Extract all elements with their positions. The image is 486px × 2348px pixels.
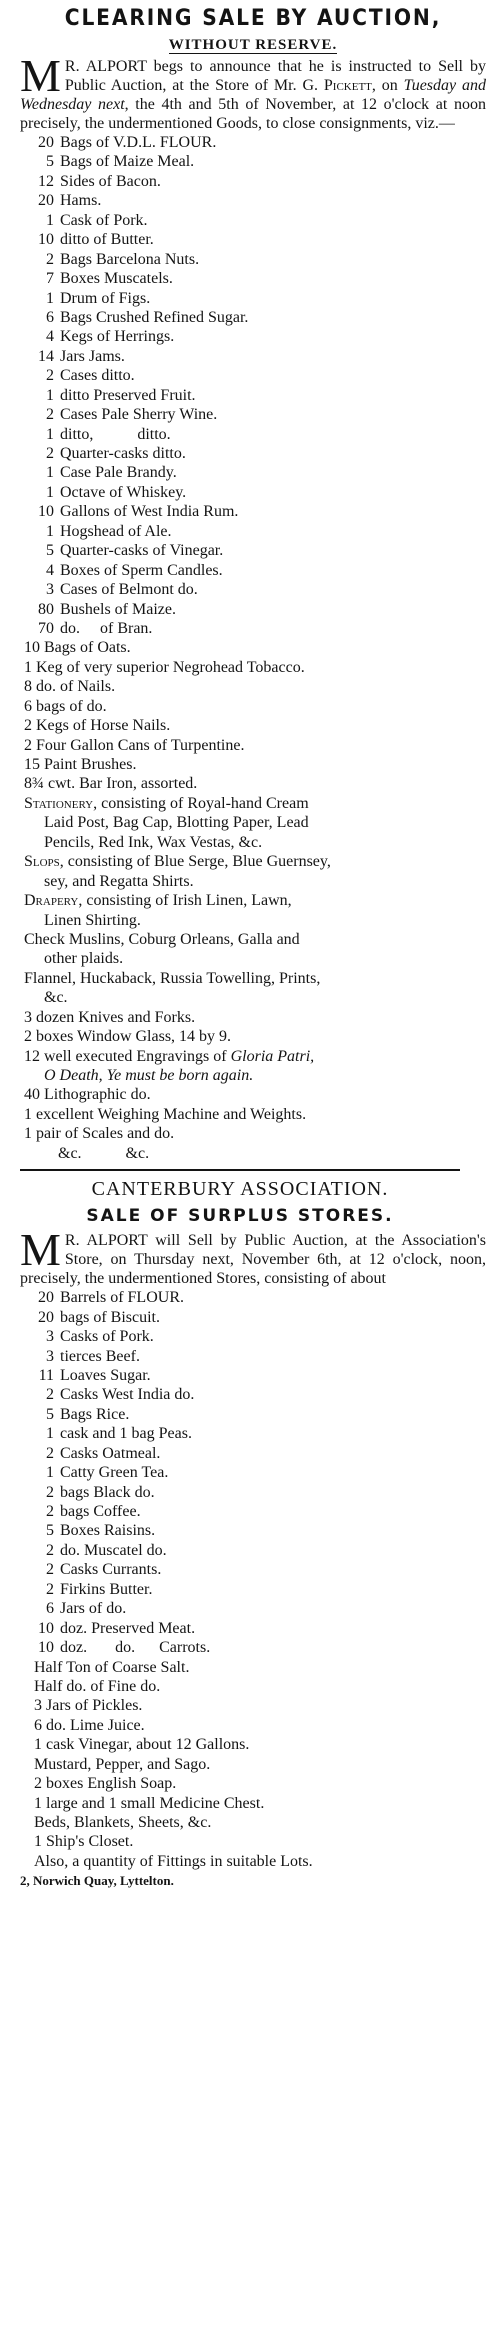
- item-description: Casks Oatmeal.: [60, 1444, 161, 1462]
- list-item: [20, 1463, 486, 1482]
- list-item: [20, 308, 486, 327]
- list-item: [20, 191, 486, 210]
- list-item: Half do. of Fine do.: [34, 1677, 161, 1695]
- item-quantity: 20: [38, 1308, 54, 1326]
- list-item: [20, 677, 486, 696]
- item-description: Catty Green Tea.: [60, 1464, 169, 1482]
- item-description: Bags of Maize Meal.: [60, 153, 195, 171]
- item-quantity: 10: [38, 1639, 54, 1657]
- item-description: Firkins Butter.: [60, 1580, 153, 1598]
- item-quantity: 1: [24, 658, 32, 676]
- item-description: Jars Jams.: [60, 347, 125, 365]
- item-description: Gallons of West India Rum.: [60, 503, 239, 521]
- list-item: 2 boxes English Soap.: [34, 1775, 177, 1793]
- item-description: do. of Bran.: [60, 619, 153, 637]
- item-description: Octave of Whiskey.: [60, 483, 187, 501]
- item-quantity: 1: [46, 522, 54, 540]
- list-item: &c. &c.: [58, 1144, 150, 1162]
- item-quantity: 6: [24, 697, 32, 715]
- item-quantity: 2: [46, 1561, 54, 1579]
- item-quantity: 3: [46, 581, 54, 599]
- ad1-misc-list: [20, 794, 486, 1163]
- drapery-lead: Drapery,: [24, 892, 83, 910]
- item-quantity: 2: [46, 1386, 54, 1404]
- item-description: Cask of Pork.: [60, 211, 148, 229]
- item-quantity: 70: [38, 619, 54, 637]
- list-item: [20, 1288, 486, 1307]
- ad2-intro: [20, 1224, 486, 1288]
- list-item: Linen Shirting.: [44, 911, 141, 929]
- item-quantity: 5: [46, 542, 54, 560]
- item-quantity: 20: [38, 1289, 54, 1307]
- item-quantity: 11: [38, 1366, 54, 1384]
- list-item: Laid Post, Bag Cap, Blotting Paper, Lead: [44, 814, 309, 832]
- list-item: [20, 1638, 486, 1657]
- stationery-lead: Stationery,: [24, 794, 98, 812]
- list-item: [20, 502, 486, 521]
- list-item: [20, 891, 486, 910]
- ad1-subhead-text: WITHOUT RESERVE.: [168, 37, 338, 53]
- list-item: [20, 755, 486, 774]
- item-description: ditto Preserved Fruit.: [60, 386, 196, 404]
- list-item: 1 pair of Scales and do.: [24, 1125, 175, 1143]
- list-item: [20, 1066, 486, 1085]
- item-description: Kegs of Herrings.: [60, 328, 175, 346]
- item-description: Boxes Muscatels.: [60, 270, 173, 288]
- ad1-dropcap: M: [20, 50, 61, 101]
- list-item: 3 Jars of Pickles.: [34, 1697, 143, 1715]
- list-item: [20, 561, 486, 580]
- list-item: other plaids.: [44, 950, 124, 968]
- ad1-intro-text: R. ALPORT begs to announce that he is instructed to Sell by Public Auction, at the Store of Mr. G. Pickett, on Tuesday and Wednesday next, the 4th and 5th of November, at 12 o'clock at noon precisely, the undermentioned Goods, to close consignments, viz.—: [20, 58, 486, 132]
- item-quantity: 5: [46, 1522, 54, 1540]
- slops-lead: Slops,: [24, 853, 64, 871]
- item-quantity: 2: [46, 250, 54, 268]
- list-item: [20, 1308, 486, 1327]
- list-item: sey, and Regatta Shirts.: [44, 872, 194, 890]
- list-item: [20, 1619, 486, 1638]
- list-item: [20, 152, 486, 171]
- list-item: [20, 386, 486, 405]
- list-item: [20, 1599, 486, 1618]
- item-description: Bags of Oats.: [44, 639, 131, 657]
- list-item: [20, 327, 486, 346]
- drapery-text: consisting of Irish Linen, Lawn,: [82, 892, 292, 910]
- item-description: Bags Rice.: [60, 1405, 130, 1423]
- list-item: Half Ton of Coarse Salt.: [34, 1658, 190, 1676]
- list-item: [20, 852, 486, 871]
- list-item: [20, 269, 486, 288]
- item-description: Bags of V.D.L. FLOUR.: [60, 134, 217, 151]
- list-item: [20, 250, 486, 269]
- item-quantity: 1: [46, 483, 54, 501]
- item-description: Barrels of FLOUR.: [60, 1289, 184, 1307]
- item-description: doz. Preserved Meat.: [60, 1619, 196, 1637]
- list-item: [20, 619, 486, 638]
- item-description: Bags Crushed Refined Sugar.: [60, 308, 249, 326]
- ad2-dropcap: M: [20, 1224, 61, 1276]
- item-description: do. Muscatel do.: [60, 1541, 167, 1559]
- item-quantity: 20: [38, 134, 54, 151]
- list-item: [20, 289, 486, 308]
- item-description: Case Pale Brandy.: [60, 464, 177, 482]
- item-quantity: 1: [46, 464, 54, 482]
- list-item: [20, 1385, 486, 1404]
- slops-text: consisting of Blue Serge, Blue Guernsey,: [63, 853, 331, 871]
- ad2-subhead: SALE OF SURPLUS STORES.: [86, 1206, 394, 1227]
- item-quantity: 2: [46, 1444, 54, 1462]
- item-quantity: 5: [46, 1405, 54, 1423]
- list-item: [20, 1405, 486, 1424]
- list-item: [20, 638, 486, 657]
- item-description: Hogshead of Ale.: [60, 522, 172, 540]
- item-description: do. of Nails.: [36, 678, 116, 696]
- list-item: [20, 600, 486, 619]
- item-quantity: 6: [46, 308, 54, 326]
- item-quantity: 15: [24, 756, 40, 773]
- item-quantity: 1: [46, 425, 54, 443]
- list-item: [20, 230, 486, 249]
- ad1-headline: CLEARING SALE BY AUCTION,: [64, 6, 442, 31]
- item-quantity: 2: [46, 1483, 54, 1501]
- ad2-item-list: [20, 1288, 486, 1657]
- list-item: [20, 794, 486, 813]
- list-item: [20, 736, 486, 755]
- ad1-intro: [20, 50, 486, 133]
- item-quantity: 8: [24, 678, 32, 696]
- item-quantity: 4: [46, 561, 54, 579]
- section-divider: [20, 1169, 460, 1171]
- ad2-headline: CANTERBURY ASSOCIATION.: [91, 1178, 389, 1201]
- engravings-title-2: O Death, Ye must be born again.: [44, 1067, 254, 1084]
- item-quantity: 6: [46, 1600, 54, 1618]
- item-quantity: 2: [46, 1580, 54, 1598]
- item-quantity: 14: [38, 347, 54, 365]
- list-item: [20, 463, 486, 482]
- list-item: &c.: [44, 989, 68, 1007]
- item-quantity: 20: [38, 192, 54, 210]
- list-item: [20, 444, 486, 463]
- list-item: [20, 211, 486, 230]
- ad2-footer-address: 2, Norwich Quay, Lyttelton.: [20, 1873, 174, 1889]
- engravings-text: 12 well executed Engravings of: [24, 1047, 231, 1065]
- list-item: [20, 541, 486, 560]
- item-description: Bushels of Maize.: [60, 600, 176, 618]
- list-item: 1 excellent Weighing Machine and Weights.: [24, 1105, 307, 1123]
- item-description: Sides of Bacon.: [60, 172, 161, 190]
- item-description: Bags Barcelona Nuts.: [60, 250, 200, 268]
- item-description: Casks Currants.: [60, 1561, 162, 1579]
- item-description: doz. do. Carrots.: [60, 1639, 211, 1657]
- item-quantity: 10: [38, 1619, 54, 1637]
- item-quantity: 12: [38, 172, 54, 190]
- item-description: Boxes Raisins.: [60, 1522, 156, 1540]
- item-description: Jars of do.: [60, 1600, 127, 1618]
- item-description: Loaves Sugar.: [60, 1366, 151, 1384]
- list-item: [20, 1483, 486, 1502]
- list-item: [20, 1560, 486, 1579]
- item-description: Casks West India do.: [60, 1386, 195, 1404]
- list-item: 1 Ship's Closet.: [34, 1833, 134, 1851]
- item-quantity: 10: [24, 639, 40, 657]
- list-item: [20, 1580, 486, 1599]
- list-item: [20, 366, 486, 385]
- item-quantity: 10: [38, 231, 54, 249]
- list-item: Beds, Blankets, Sheets, &c.: [34, 1814, 212, 1831]
- item-quantity: 7: [46, 270, 54, 288]
- list-item: [20, 483, 486, 502]
- list-item: [20, 1424, 486, 1443]
- item-quantity: 1: [46, 1425, 54, 1443]
- ad2-also-list: [20, 1852, 486, 1871]
- item-description: Kegs of Horse Nails.: [36, 717, 171, 735]
- list-item: [20, 1541, 486, 1560]
- item-quantity: 1: [46, 1464, 54, 1482]
- item-description: Keg of very superior Negrohead Tobacco.: [36, 658, 305, 676]
- item-quantity: 2: [46, 406, 54, 424]
- list-item: [20, 1366, 486, 1385]
- list-item: [20, 172, 486, 191]
- item-quantity: 2: [46, 367, 54, 385]
- item-description: Paint Brushes.: [44, 756, 137, 773]
- item-quantity: 1: [46, 289, 54, 307]
- item-quantity: 80: [38, 600, 54, 618]
- list-item: 40 Lithographic do.: [24, 1086, 151, 1104]
- item-quantity: 1: [46, 386, 54, 404]
- ad1-item-list: [20, 133, 486, 638]
- ad2-tail-list: [20, 1658, 486, 1852]
- item-description: bags Coffee.: [60, 1503, 141, 1520]
- list-item: [20, 716, 486, 735]
- list-item: Flannel, Huckaback, Russia Towelling, Prints,: [24, 969, 321, 987]
- item-quantity: 2: [24, 717, 32, 735]
- list-item: [20, 1047, 486, 1066]
- item-quantity: 5: [46, 153, 54, 171]
- advertisement-column: [20, 0, 486, 1891]
- item-description: bags Black do.: [60, 1483, 155, 1501]
- list-item: [20, 425, 486, 444]
- ad2-intro-text: R. ALPORT will Sell by Public Auction, at the Association's Store, on Thursday next, November 6th, at 12 o'clock, noon, precisely, the undermentioned Stores, consisting of about: [20, 1232, 486, 1288]
- list-item: [20, 1347, 486, 1366]
- list-item: [20, 405, 486, 424]
- list-item: [20, 347, 486, 366]
- list-item: Pencils, Red Ink, Wax Vestas, &c.: [44, 833, 263, 851]
- list-item: [20, 1502, 486, 1521]
- list-item: [20, 1327, 486, 1346]
- ad1-item-list-flush: [20, 638, 486, 794]
- item-quantity: 2: [46, 445, 54, 462]
- list-item: [20, 1521, 486, 1540]
- list-item: [20, 774, 486, 793]
- item-quantity: 2: [24, 736, 32, 754]
- item-description: Drum of Figs.: [60, 289, 151, 307]
- list-item: 6 do. Lime Juice.: [34, 1716, 145, 1734]
- item-quantity: 10: [38, 503, 54, 521]
- item-description: bags of Biscuit.: [60, 1308, 160, 1326]
- item-description: Casks of Pork.: [60, 1328, 154, 1346]
- list-item: 1 cask Vinegar, about 12 Gallons.: [34, 1736, 250, 1754]
- item-description: Four Gallon Cans of Turpentine.: [36, 736, 245, 754]
- item-quantity: 3: [46, 1328, 54, 1346]
- item-description: bags of do.: [36, 697, 107, 715]
- item-description: Quarter-casks ditto.: [60, 445, 186, 462]
- item-quantity: 3: [46, 1347, 54, 1365]
- item-quantity: 8¾: [24, 775, 44, 793]
- list-item: [20, 658, 486, 677]
- stationery-text: consisting of Royal-hand Cream: [97, 794, 309, 812]
- list-item: Mustard, Pepper, and Sago.: [34, 1755, 211, 1773]
- list-item: [20, 1444, 486, 1463]
- item-quantity: 1: [46, 211, 54, 229]
- item-description: tierces Beef.: [60, 1347, 140, 1365]
- item-description: Cases of Belmont do.: [60, 581, 198, 599]
- item-quantity: 2: [46, 1541, 54, 1559]
- item-quantity: 4: [46, 328, 54, 346]
- list-item: [20, 522, 486, 541]
- list-item: [20, 580, 486, 599]
- item-description: cask and 1 bag Peas.: [60, 1425, 192, 1443]
- item-description: Quarter-casks of Vinegar.: [60, 542, 224, 560]
- item-description: Cases Pale Sherry Wine.: [60, 406, 218, 424]
- item-description: cwt. Bar Iron, assorted.: [48, 775, 198, 793]
- list-item: [20, 133, 486, 152]
- list-item: 1 large and 1 small Medicine Chest.: [34, 1794, 265, 1812]
- item-description: ditto of Butter.: [60, 231, 154, 249]
- ad1-subhead: [20, 35, 486, 55]
- engravings-title-1: Gloria Patri,: [230, 1047, 315, 1065]
- also-line: Also, a quantity of Fittings in suitable Lots.: [34, 1852, 313, 1870]
- item-description: Boxes of Sperm Candles.: [60, 561, 223, 579]
- item-description: Hams.: [60, 192, 102, 210]
- item-quantity: 2: [46, 1503, 54, 1520]
- list-item: Check Muslins, Coburg Orleans, Galla and: [24, 930, 300, 948]
- list-item: [20, 697, 486, 716]
- list-item: 3 dozen Knives and Forks.: [24, 1008, 196, 1026]
- list-item: 2 boxes Window Glass, 14 by 9.: [24, 1028, 232, 1046]
- item-description: ditto, ditto.: [60, 425, 171, 443]
- item-description: Cases ditto.: [60, 367, 135, 385]
